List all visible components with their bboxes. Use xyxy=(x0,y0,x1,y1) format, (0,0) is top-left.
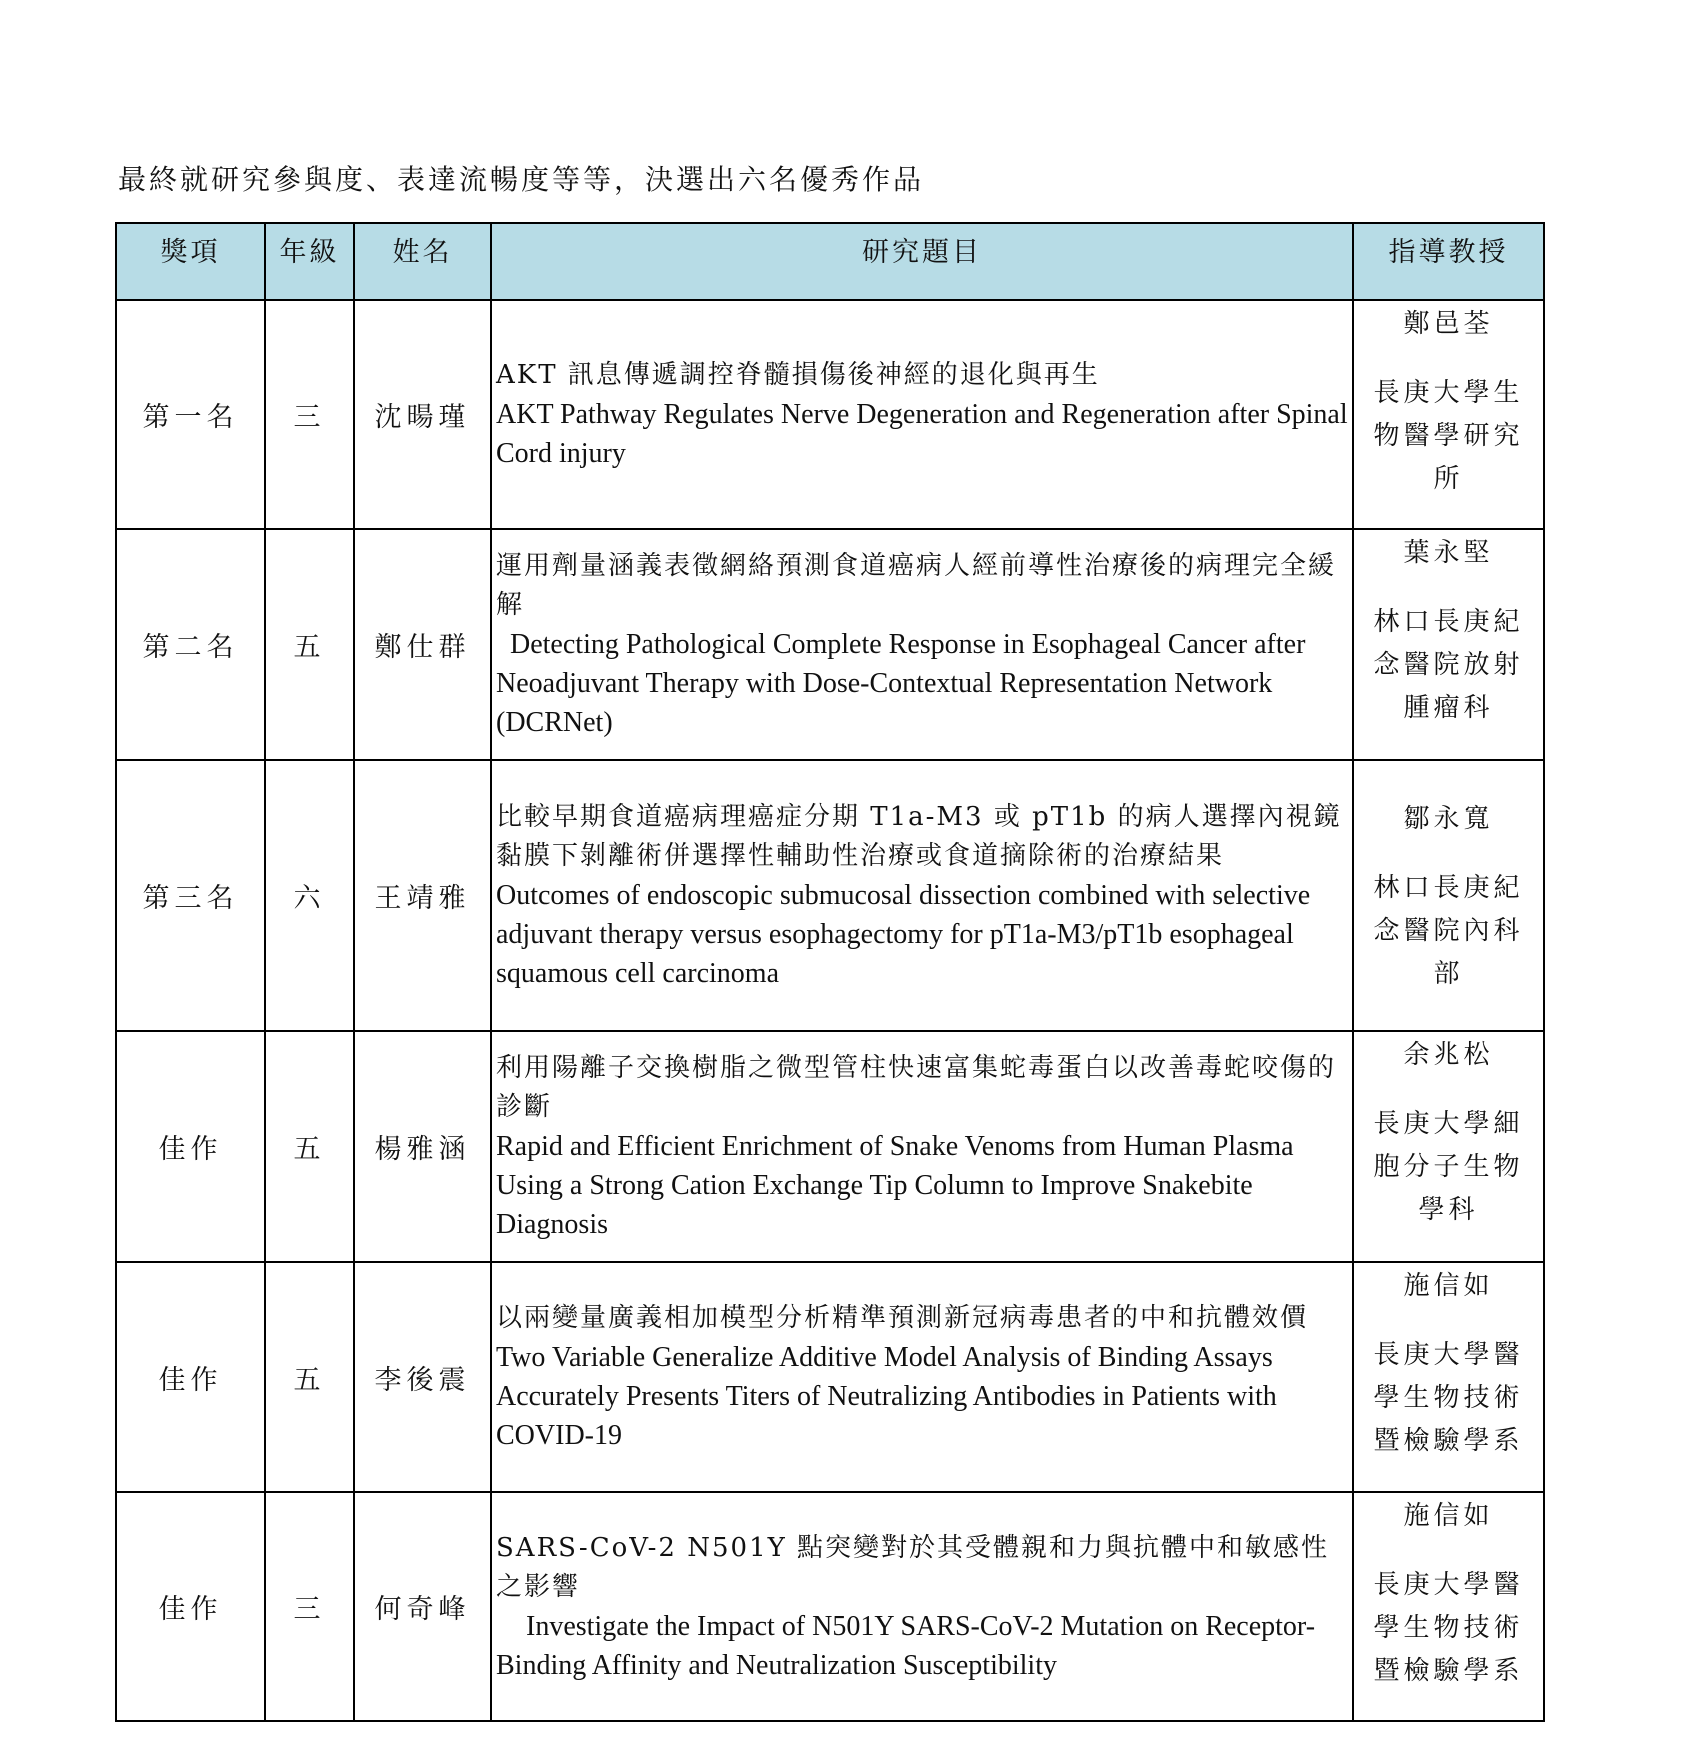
title-english: Rapid and Efficient Enrichment of Snake Venoms from Human Plasma Using a Strong Cation Exchange Tip Column to Improve Snakebite Diagnosis xyxy=(496,1131,1294,1240)
student-name-cell: 李後震 xyxy=(354,1262,491,1492)
research-title-cell xyxy=(491,1031,1353,1262)
header-grade: 年級 xyxy=(265,223,354,300)
table-row xyxy=(116,760,1544,1031)
title-chinese: AKT 訊息傳遞調控脊髓損傷後神經的退化與再生 xyxy=(496,360,1100,390)
advisor-name: 施信如 xyxy=(1403,1271,1494,1301)
advisor-cell xyxy=(1353,529,1544,760)
student-name-cell: 楊雅涵 xyxy=(354,1031,491,1262)
header-advisor: 指導教授 xyxy=(1353,223,1544,300)
title-chinese: 比較早期食道癌病理癌症分期 T1a-M3 或 pT1b 的病人選擇內視鏡黏膜下剝離術併選擇性輔助性治療或食道摘除術的治療結果 xyxy=(496,802,1342,871)
student-name-cell: 鄭仕群 xyxy=(354,529,491,760)
advisor-name: 鄭邑荃 xyxy=(1403,309,1494,339)
advisor-cell xyxy=(1353,300,1544,529)
title-english: Investigate the Impact of N501Y SARS-CoV-2 Mutation on Receptor-Binding Affinity and Neutralization Susceptibility xyxy=(496,1610,1316,1681)
award-cell: 佳作 xyxy=(116,1031,265,1262)
advisor-affiliation: 林口長庚紀念醫院放射腫瘤科 xyxy=(1373,607,1524,723)
advisor-affiliation: 長庚大學醫學生物技術暨檢驗學系 xyxy=(1373,1340,1524,1456)
title-chinese: SARS-CoV-2 N501Y 點突變對於其受體親和力與抗體中和敏感性之影響 xyxy=(496,1532,1330,1602)
research-title-cell xyxy=(491,760,1353,1031)
title-english: Detecting Pathological Complete Response in Esophageal Cancer after Neoadjuvant Therapy with Dose-Contextual Representation Network (DCRNet) xyxy=(496,629,1306,738)
advisor-name: 施信如 xyxy=(1403,1501,1494,1531)
advisor-affiliation: 長庚大學醫學生物技術暨檢驗學系 xyxy=(1373,1570,1524,1686)
research-title-cell xyxy=(491,1262,1353,1492)
student-name-cell: 沈暘瑾 xyxy=(354,300,491,529)
award-cell: 佳作 xyxy=(116,1262,265,1492)
award-cell: 第三名 xyxy=(116,760,265,1031)
table-row xyxy=(116,1492,1544,1721)
title-english: Two Variable Generalize Additive Model Analysis of Binding Assays Accurately Presents Titers of Neutralizing Antibodies in Patients with COVID-19 xyxy=(496,1342,1277,1451)
award-cell: 第二名 xyxy=(116,529,265,760)
grade-cell: 五 xyxy=(265,1031,354,1262)
table-header-row xyxy=(116,223,1544,300)
advisor-cell xyxy=(1353,1262,1544,1492)
header-name: 姓名 xyxy=(354,223,491,300)
title-english: AKT Pathway Regulates Nerve Degeneration and Regeneration after Spinal Cord injury xyxy=(496,399,1348,469)
title-chinese: 運用劑量涵義表徵網絡預測食道癌病人經前導性治療後的病理完全緩解 xyxy=(496,551,1337,620)
research-title-cell xyxy=(491,529,1353,760)
title-english: Outcomes of endoscopic submucosal dissection combined with selective adjuvant therapy versus esophagectomy for pT1a-M3/pT1b esophageal squamous cell carcinoma xyxy=(496,880,1311,989)
research-title-cell xyxy=(491,300,1353,529)
advisor-affiliation: 長庚大學生物醫學研究所 xyxy=(1373,378,1524,494)
advisor-affiliation: 長庚大學細胞分子生物學科 xyxy=(1373,1109,1524,1225)
advisor-affiliation: 林口長庚紀念醫院內科部 xyxy=(1373,872,1524,989)
award-cell: 第一名 xyxy=(116,300,265,529)
student-name-cell: 何奇峰 xyxy=(354,1492,491,1721)
grade-cell: 三 xyxy=(265,1492,354,1721)
table-row xyxy=(116,300,1544,529)
header-award: 獎項 xyxy=(116,223,265,300)
grade-cell: 五 xyxy=(265,1262,354,1492)
awards-table xyxy=(115,222,1545,1722)
advisor-cell xyxy=(1353,1031,1544,1262)
grade-cell: 六 xyxy=(265,760,354,1031)
research-title-cell xyxy=(491,1492,1353,1721)
title-chinese: 以兩變量廣義相加模型分析精準預測新冠病毒患者的中和抗體效價 xyxy=(496,1303,1309,1333)
advisor-name: 葉永堅 xyxy=(1403,538,1494,568)
award-cell: 佳作 xyxy=(116,1492,265,1721)
advisor-name: 余兆松 xyxy=(1403,1040,1494,1070)
advisor-cell xyxy=(1353,760,1544,1031)
table-row xyxy=(116,1262,1544,1492)
table-row xyxy=(116,529,1544,760)
table-row xyxy=(116,1031,1544,1262)
title-chinese: 利用陽離子交換樹脂之微型管柱快速富集蛇毒蛋白以改善毒蛇咬傷的診斷 xyxy=(496,1053,1337,1122)
grade-cell: 三 xyxy=(265,300,354,529)
header-title: 研究題目 xyxy=(491,223,1353,300)
grade-cell: 五 xyxy=(265,529,354,760)
advisor-name: 鄒永寬 xyxy=(1403,803,1494,834)
student-name-cell: 王靖雅 xyxy=(354,760,491,1031)
advisor-cell xyxy=(1353,1492,1544,1721)
intro-text: 最終就研究參與度、表達流暢度等等，決選出六名優秀作品 xyxy=(118,163,925,196)
